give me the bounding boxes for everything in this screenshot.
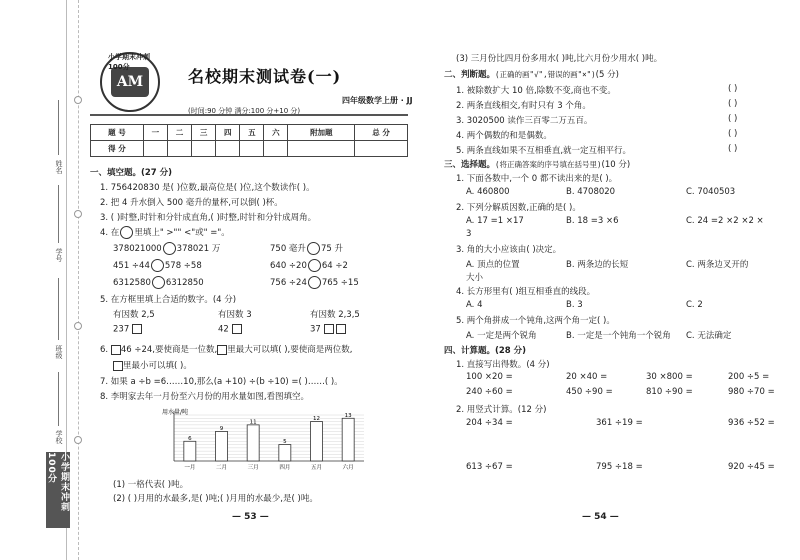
question-3: 3. ( )时整,时针和分针成直角,( )时整,时针和分针成周角。 xyxy=(100,213,317,223)
q4-text-b: 里填上" >"" <"或" ="。 xyxy=(134,228,230,238)
series-logo xyxy=(100,52,160,112)
chart-bar xyxy=(311,422,323,461)
compare-circle[interactable] xyxy=(307,242,320,255)
compare-circle[interactable] xyxy=(151,259,164,272)
digit-box[interactable] xyxy=(113,361,123,371)
score-input[interactable] xyxy=(167,141,191,157)
choice-option[interactable]: A. 一定是两个锐角 xyxy=(466,331,537,341)
choice-option-cont: 大小 xyxy=(466,273,484,283)
vertical-calc: 936 ÷52 = xyxy=(728,418,775,428)
q5-item: 37 xyxy=(310,324,346,335)
vertical-calc: 204 ÷34 = xyxy=(466,418,513,428)
judge-answer[interactable]: ( ) xyxy=(728,129,738,139)
choice-option[interactable]: B. 两条边的长短 xyxy=(566,260,629,270)
score-input[interactable] xyxy=(264,141,288,157)
compare-item: 640 ÷20 64 ÷2 xyxy=(270,261,348,271)
mental-math: 30 ×800 = xyxy=(646,372,693,382)
chart-y-label: 用水量/吨 xyxy=(162,409,189,416)
chart-data-label: 9 xyxy=(219,425,224,432)
choice-option[interactable]: A. 顶点的位置 xyxy=(466,260,520,270)
digit-box[interactable] xyxy=(111,345,121,355)
score-input[interactable] xyxy=(240,141,264,157)
section-4-title: 四、计算题。(28 分) xyxy=(444,346,527,356)
binding-hole xyxy=(74,96,82,104)
choice-q3: 3. 角的大小应该由( )决定。 xyxy=(456,245,562,255)
school-blank xyxy=(58,372,59,426)
mental-math: 980 ÷70 = xyxy=(728,387,775,397)
choice-option[interactable]: B. 3 xyxy=(566,300,583,310)
choice-option[interactable]: C. 2 xyxy=(686,300,703,310)
vertical-calc: 920 ÷45 = xyxy=(728,462,775,472)
cut-line xyxy=(78,0,79,560)
logo-text: 小学期末冲刺100分 xyxy=(108,53,150,71)
vertical-calc: 613 ÷67 = xyxy=(466,462,513,472)
id-blank xyxy=(58,185,59,243)
brand-badge: 小学期末冲刺100分 xyxy=(46,452,70,528)
section-2-title: 二、判断题。(正确的画"√",错误的画"×")(5 分) xyxy=(444,70,619,80)
judge-item: 5. 两条直线如果不互相垂直,就一定互相平行。 xyxy=(456,146,632,156)
strip-label-id: 学号 xyxy=(55,248,63,262)
score-value-row xyxy=(91,141,408,157)
compare-item: 6312580 6312850 xyxy=(113,278,204,288)
score-cell: 二 xyxy=(167,125,191,141)
logo-mark: AM xyxy=(111,67,149,97)
judge-answer[interactable]: ( ) xyxy=(728,114,738,124)
question-8: 8. 李明家去年一月份至六月份的用水量如图,看图填空。 xyxy=(100,392,310,402)
choice-option-cont: 3 xyxy=(466,229,472,239)
digit-box[interactable] xyxy=(217,345,227,355)
mental-math: 200 ÷5 = xyxy=(728,372,770,382)
binding-hole xyxy=(74,322,82,330)
judge-answer[interactable]: ( ) xyxy=(728,84,738,94)
digit-box[interactable] xyxy=(336,324,346,334)
compare-circle[interactable] xyxy=(308,259,321,272)
score-cell: 得 分 xyxy=(91,141,144,157)
question-6: 6. 46 ÷24,要使商是一位数, 里最大可以填( ),要使商是两位数, xyxy=(100,345,353,355)
score-input[interactable] xyxy=(355,141,408,157)
q4-text: 4. 在 xyxy=(100,228,120,238)
calc-q1: 1. 直接写出得数。(4 分) xyxy=(456,360,550,370)
chart-data-label: 5 xyxy=(283,439,287,446)
q5-item: 237 xyxy=(113,324,142,335)
section-3-title: 三、选择题。(将正确答案的序号填在括号里)(10 分) xyxy=(444,160,631,170)
score-cell: 附加题 xyxy=(288,125,355,141)
compare-item: 378021000 378021 万 xyxy=(113,244,221,254)
compare-circle[interactable] xyxy=(308,276,321,289)
compare-item: 756 ÷24 765 ÷15 xyxy=(270,278,359,288)
choice-option[interactable]: A. 4 xyxy=(466,300,483,310)
judge-item: 1. 被除数扩大 10 倍,除数不变,商也不变。 xyxy=(456,86,616,96)
water-usage-chart xyxy=(160,405,370,475)
score-table xyxy=(90,124,408,157)
binding-hole xyxy=(74,436,82,444)
score-input[interactable] xyxy=(288,141,355,157)
score-header-row xyxy=(91,125,408,141)
compare-item: 750 毫升 75 升 xyxy=(270,244,343,254)
question-2: 2. 把 4 升水倒入 500 毫升的量杯,可以倒( )杯。 xyxy=(100,198,283,208)
chart-category-label: 二月 xyxy=(215,465,228,471)
question-8-1: (1) 一格代表( )吨。 xyxy=(113,480,189,490)
strip-label-name: 姓名 xyxy=(55,160,63,174)
q5-head: 有因数 3 xyxy=(218,310,252,320)
chart-category-label: 四月 xyxy=(279,465,291,471)
strip-label-school: 学校 xyxy=(55,430,63,444)
choice-option[interactable]: A. 460800 xyxy=(466,187,510,197)
mental-math: 100 ×20 = xyxy=(466,372,513,382)
chart-data-label: 13 xyxy=(344,412,352,419)
choice-option[interactable]: C. 7040503 xyxy=(686,187,736,197)
chart-bar xyxy=(184,441,196,461)
q5-item: 42 xyxy=(218,324,242,335)
chart-bar xyxy=(247,425,259,461)
question-5: 5. 在方框里填上合适的数字。(4 分) xyxy=(100,295,237,305)
chart-data-label: 6 xyxy=(188,435,192,442)
grade-label: 四年级数学上册 · JJ xyxy=(342,96,413,105)
compare-circle[interactable] xyxy=(120,226,133,239)
score-cell: 四 xyxy=(216,125,240,141)
vertical-calc: 795 ÷18 = xyxy=(596,462,643,472)
question-8-3: (3) 三月份比四月份多用水( )吨,比六月份少用水( )吨。 xyxy=(456,54,663,64)
choice-option[interactable]: C. 24 =2 ×2 ×2 × xyxy=(686,216,764,226)
question-6-cont: 里最小可以填( )。 xyxy=(113,359,192,371)
digit-box[interactable] xyxy=(324,324,334,334)
judge-item: 4. 两个偶数的和是偶数。 xyxy=(456,131,552,141)
score-cell: 一 xyxy=(143,125,167,141)
digit-box[interactable] xyxy=(132,324,142,334)
choice-option[interactable]: C. 两条边叉开的 xyxy=(686,260,749,270)
question-7: 7. 如果 a ÷b =6……10,那么(a +10) ÷(b ÷10) =( )……( )。 xyxy=(100,377,343,387)
score-cell: 三 xyxy=(192,125,216,141)
page-number-left: — 53 — xyxy=(232,512,269,522)
mental-math: 810 ÷90 = xyxy=(646,387,693,397)
choice-q4: 4. 长方形里有( )组互相垂直的线段。 xyxy=(456,287,596,297)
q5-head: 有因数 2,5 xyxy=(113,310,155,320)
choice-option[interactable]: A. 17 =1 ×17 xyxy=(466,216,524,226)
digit-box[interactable] xyxy=(232,324,242,334)
name-blank xyxy=(58,100,59,155)
score-cell: 题 号 xyxy=(91,125,144,141)
section-1-title: 一、填空题。(27 分) xyxy=(90,168,173,178)
score-input[interactable] xyxy=(192,141,216,157)
compare-item: 451 ÷44 578 ÷58 xyxy=(113,261,202,271)
chart-data-label: 12 xyxy=(313,416,320,423)
compare-circle[interactable] xyxy=(152,276,165,289)
mental-math: 240 ÷60 = xyxy=(466,387,513,397)
compare-circle[interactable] xyxy=(163,242,176,255)
page-number-right: — 54 — xyxy=(582,512,619,522)
chart-category-label: 六月 xyxy=(342,465,354,471)
question-1: 1. 756420830 是( )位数,最高位是( )位,这个数读作( )。 xyxy=(100,183,315,193)
strip-label-class: 班级 xyxy=(55,345,63,359)
judge-answer[interactable]: ( ) xyxy=(728,99,738,109)
choice-q5: 5. 两个角拼成一个钝角,这两个角一定( )。 xyxy=(456,316,615,326)
question-8-2: (2) ( )月用的水最多,是( )吨;( )月用的水最少,是( )吨。 xyxy=(113,494,318,504)
binding-strip xyxy=(0,0,92,560)
chart-category-label: 一月 xyxy=(184,465,196,471)
choice-option[interactable]: B. 4708020 xyxy=(566,187,616,197)
choice-q1: 1. 下面各数中,一个 0 都不读出来的是( )。 xyxy=(456,174,618,184)
chart-category-label: 三月 xyxy=(247,465,259,471)
judge-answer[interactable]: ( ) xyxy=(728,144,738,154)
chart-bar xyxy=(216,431,228,461)
choice-option[interactable]: B. 一定是一个钝角一个锐角 xyxy=(566,331,671,341)
calc-q2: 2. 用竖式计算。(12 分) xyxy=(456,405,547,415)
question-4 xyxy=(100,226,230,239)
judge-item: 2. 两条直线相交,有时只有 3 个角。 xyxy=(456,101,591,111)
choice-option[interactable]: C. 无法确定 xyxy=(686,331,732,341)
score-cell: 五 xyxy=(240,125,264,141)
binding-hole xyxy=(74,210,82,218)
chart-bar xyxy=(279,445,291,461)
mental-math: 450 ÷90 = xyxy=(566,387,613,397)
q5-head: 有因数 2,3,5 xyxy=(310,310,360,320)
page-title: 名校期末测试卷(一) xyxy=(188,67,342,86)
choice-option[interactable]: B. 18 =3 ×6 xyxy=(566,216,619,226)
class-blank xyxy=(58,278,59,340)
mental-math: 20 ×40 = xyxy=(566,372,608,382)
time-info: (时间:90 分钟 满分:100 分+10 分) xyxy=(188,107,301,115)
judge-item: 3. 3020500 读作三百零二万五百。 xyxy=(456,116,593,126)
score-input[interactable] xyxy=(216,141,240,157)
chart-bar xyxy=(342,418,354,461)
score-input[interactable] xyxy=(143,141,167,157)
chart-data-label: 11 xyxy=(249,419,257,426)
score-cell: 总 分 xyxy=(355,125,408,141)
vertical-calc: 361 ÷19 = xyxy=(596,418,643,428)
chart-category-label: 五月 xyxy=(310,465,323,471)
choice-q2: 2. 下列分解质因数,正确的是( )。 xyxy=(456,203,581,213)
score-cell: 六 xyxy=(264,125,288,141)
